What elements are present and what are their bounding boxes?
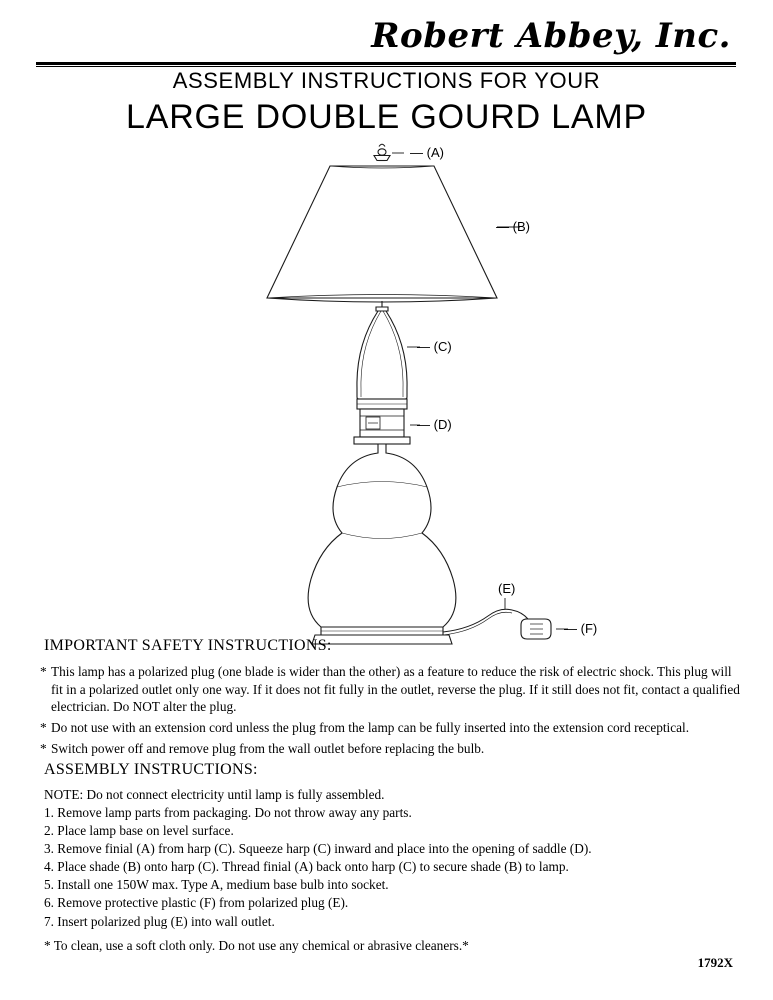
brand-logo-text: Robert Abbey, Inc. (371, 16, 731, 56)
lamp-base-shape (312, 627, 452, 644)
bullet-marker: * (40, 664, 47, 679)
assembly-step: 4. Place shade (B) onto harp (C). Thread finial (A) back onto harp (C) to secure shade (B) to lamp. (44, 859, 569, 875)
safety-item-text: This lamp has a polarized plug (one blade is wider than the other) as a feature to reduce the risk of electric shock. This plug will fit in a polarized outlet only one way. If it does not fit fully in the outlet, reverse the plug. If it still does not fit, contact a qualified electrician. Do NOT alter the plug. (51, 664, 740, 715)
callout-label-a: — (A) (410, 145, 444, 160)
assembly-step: 2. Place lamp base on level surface. (44, 823, 234, 839)
header-divider (36, 62, 736, 65)
safety-item (40, 663, 740, 716)
callout-label-c: — (C) (417, 339, 452, 354)
subtitle-line: ASSEMBLY INSTRUCTIONS FOR YOUR (172, 68, 601, 93)
safety-item-text: Do not use with an extension cord unless the plug from the lamp can be fully inserted into the extension cord receptical. (51, 720, 690, 736)
safety-heading: IMPORTANT SAFETY INSTRUCTIONS: (44, 637, 332, 654)
bullet-marker: * (40, 740, 47, 756)
callout-label-f: — (F) (564, 621, 598, 636)
lamp-diagram (0, 135, 773, 645)
callout-label-e: (E) (498, 581, 516, 596)
callout-label-b: — (B) (496, 219, 530, 234)
assembly-step: 7. Insert polarized plug (E) into wall outlet. (44, 913, 275, 929)
assembly-heading: ASSEMBLY INSTRUCTIONS: (44, 761, 258, 778)
assembly-step: 5. Install one 150W max. Type A, medium base bulb into socket. (44, 877, 389, 893)
finial-shape (374, 144, 390, 160)
cord-and-plug-shape (443, 609, 551, 639)
saddle-socket-shape (354, 409, 410, 444)
assembly-step: 6. Remove protective plastic (F) from polarized plug (E). (44, 895, 349, 911)
shade-shape (267, 166, 497, 302)
callout-label-d: — (D) (417, 417, 452, 432)
assembly-step: 1. Remove lamp parts from packaging. Do not throw away any parts. (44, 805, 412, 821)
assembly-steps-list (44, 786, 744, 931)
harp-shape (357, 301, 407, 409)
bullet-marker: * (40, 720, 47, 736)
safety-item-text: Switch power off and remove plug from the wall outlet before replacing the bulb. (51, 740, 485, 756)
document-code: 1792X (697, 955, 733, 970)
assembly-step: 3. Remove finial (A) from harp (C). Squeeze harp (C) inward and place into the opening of saddle (D). (44, 841, 592, 857)
safety-item (40, 740, 740, 758)
page-title: LARGE DOUBLE GOURD LAMP (126, 98, 647, 136)
safety-instructions-list (40, 663, 740, 760)
lamp-diagram-svg (0, 135, 773, 645)
safety-item (40, 719, 740, 737)
lamp-body-shape (308, 444, 456, 627)
cleaning-note: * To clean, use a soft cloth only. Do not use any chemical or abrasive cleaners.* (44, 938, 469, 953)
assembly-note: NOTE: Do not connect electricity until lamp is fully assembled. (44, 787, 385, 802)
